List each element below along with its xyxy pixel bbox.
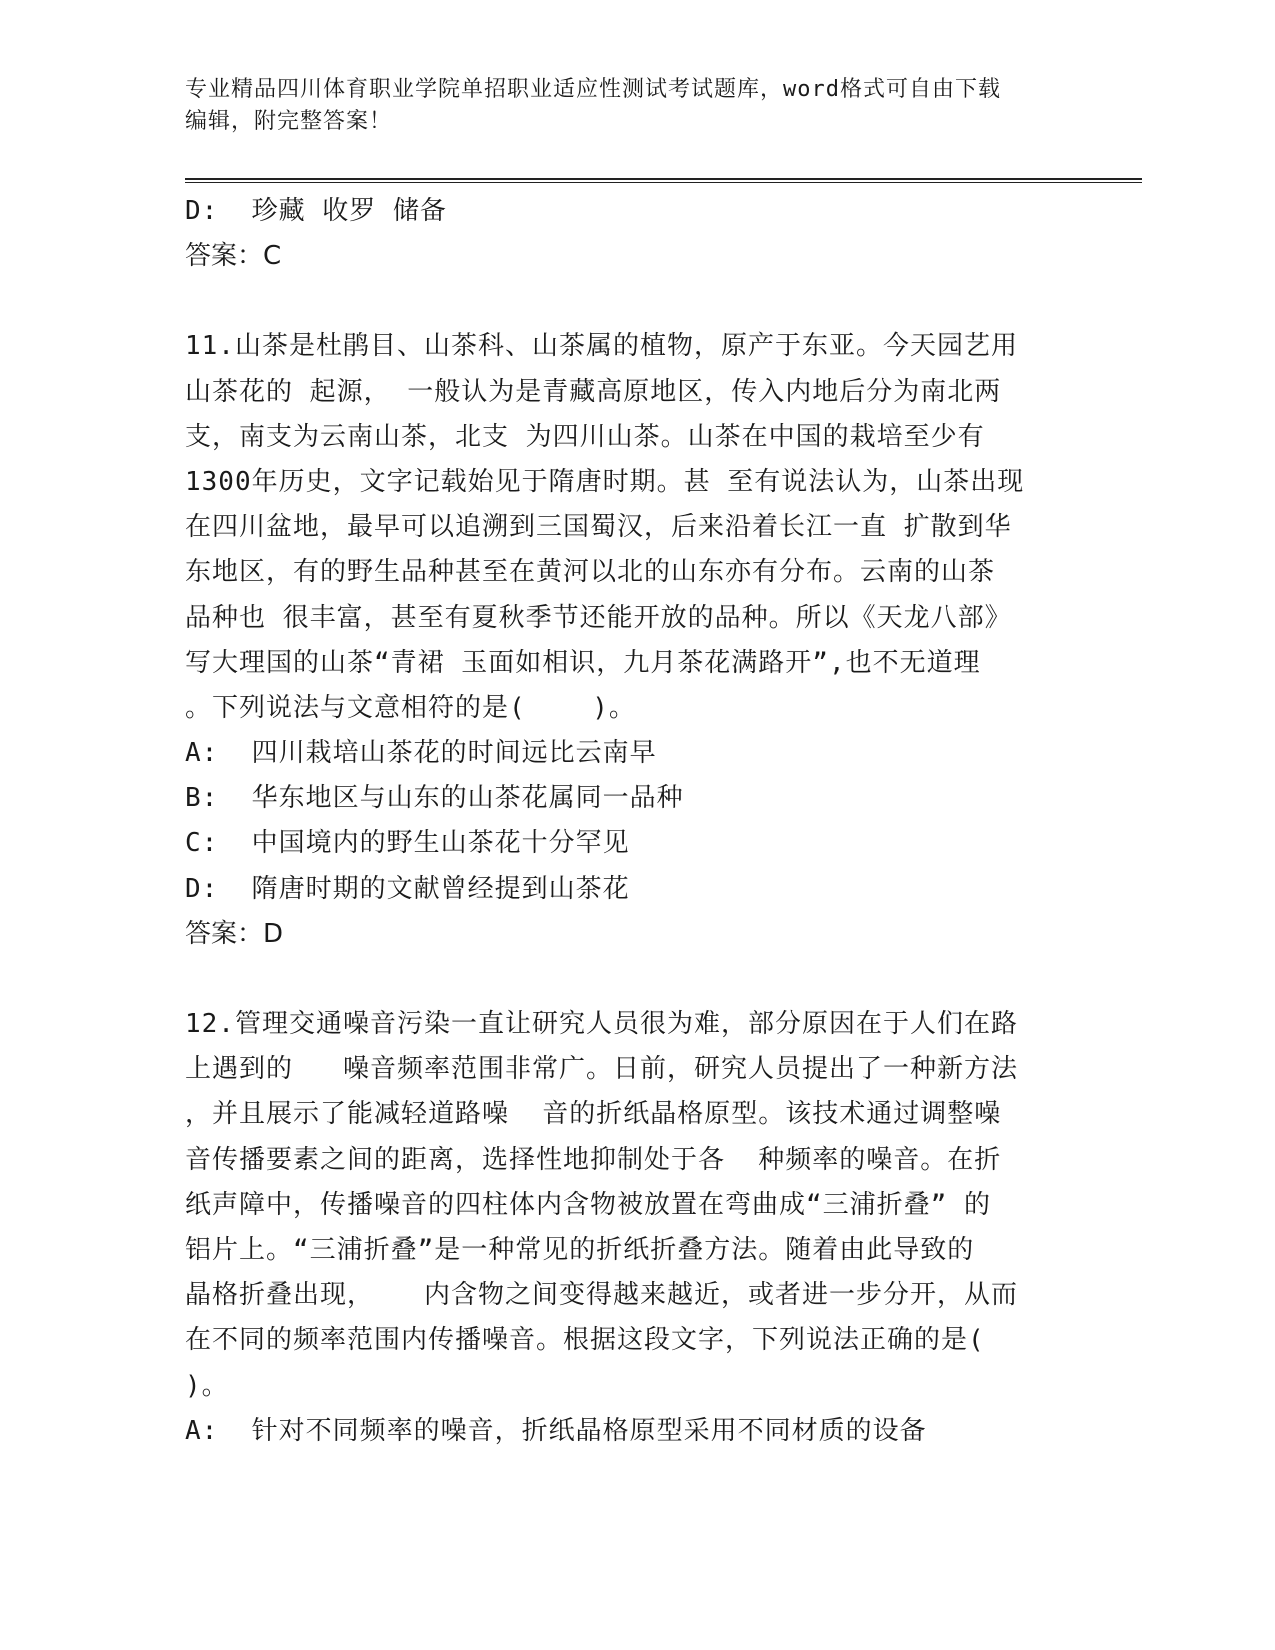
q12-text-line: 晶格折叠出现， 内含物之间变得越来越近，或者进一步分开，从而 <box>185 1280 1018 1311</box>
spacer <box>185 957 1085 1002</box>
question-11 <box>185 324 1085 957</box>
q11-text-line: 11.山茶是杜鹃目、山茶科、山茶属的植物，原产于东亚。今天园艺用 <box>185 331 1018 362</box>
q12-text-line: ，并且展示了能减轻道路噪 音的折纸晶格原型。该技术通过调整噪 <box>185 1099 1002 1130</box>
question-12 <box>185 1002 1085 1454</box>
q10-answer: 答案：C <box>185 241 282 272</box>
header-line-1: 专业精品四川体育职业学院单招职业适应性测试考试题库，word格式可自由下载 <box>185 77 1001 102</box>
q11-text-line: 。下列说法与文意相符的是( )。 <box>185 692 636 723</box>
page-header <box>185 74 1085 138</box>
header-rule-thin <box>185 182 1142 183</box>
q11-text-line: 品种也 很丰富，甚至有夏秋季节还能开放的品种。所以《天龙八部》 <box>185 602 1012 633</box>
q12-text-line: 音传播要素之间的距离，选择性地抑制处于各 种频率的噪音。在折 <box>185 1144 1002 1175</box>
q11-answer: 答案：D <box>185 918 284 949</box>
q12-option-a: A: 针对不同频率的噪音，折纸晶格原型采用不同材质的设备 <box>185 1415 927 1446</box>
q12-text-line: 上遇到的 噪音频率范围非常广。日前，研究人员提出了一种新方法 <box>185 1054 1018 1085</box>
q11-text-line: 写大理国的山茶“青裙 玉面如相识，九月茶花满路开”,也不无道理 <box>185 647 981 678</box>
q12-text-line: 在不同的频率范围内传播噪音。根据这段文字，下列说法正确的是( <box>185 1325 985 1356</box>
q11-option-a: A: 四川栽培山茶花的时间远比云南早 <box>185 738 657 769</box>
q11-text-line: 东地区，有的野生品种甚至在黄河以北的山东亦有分布。云南的山茶 <box>185 557 996 588</box>
q12-text-line: 铝片上。“三浦折叠”是一种常见的折纸折叠方法。随着由此导致的 <box>185 1234 975 1265</box>
q11-text-line: 支，南支为云南山茶，北支 为四川山茶。山茶在中国的栽培至少有 <box>185 421 985 452</box>
header-rule-thick <box>185 178 1142 180</box>
header-line-2: 编辑，附完整答案！ <box>185 109 393 134</box>
spacer <box>185 279 1085 324</box>
q10-option-d: D: 珍藏 收罗 储备 <box>185 196 447 226</box>
q11-option-c: C: 中国境内的野生山茶花十分罕见 <box>185 828 630 859</box>
q12-text-line: 纸声障中，传播噪音的四柱体内含物被放置在弯曲成“三浦折叠” 的 <box>185 1189 991 1220</box>
q11-text-line: 山茶花的 起源， 一般认为是青藏高原地区，传入内地后分为南北两 <box>185 376 1002 407</box>
q11-option-b: B: 华东地区与山东的山茶花属同一品种 <box>185 783 684 814</box>
q11-text-line: 1300年历史，文字记载始见于隋唐时期。甚 至有说法认为，山茶出现 <box>185 466 1025 497</box>
q11-text-line: 在四川盆地，最早可以追溯到三国蜀汉，后来沿着长江一直 扩散到华 <box>185 512 1012 543</box>
q12-text-line: )。 <box>185 1370 229 1401</box>
q12-text-line: 12.管理交通噪音污染一直让研究人员很为难，部分原因在于人们在路 <box>185 1009 1018 1039</box>
document-body <box>185 189 1085 1454</box>
q11-option-d: D: 隋唐时期的文献曾经提到山茶花 <box>185 873 630 904</box>
